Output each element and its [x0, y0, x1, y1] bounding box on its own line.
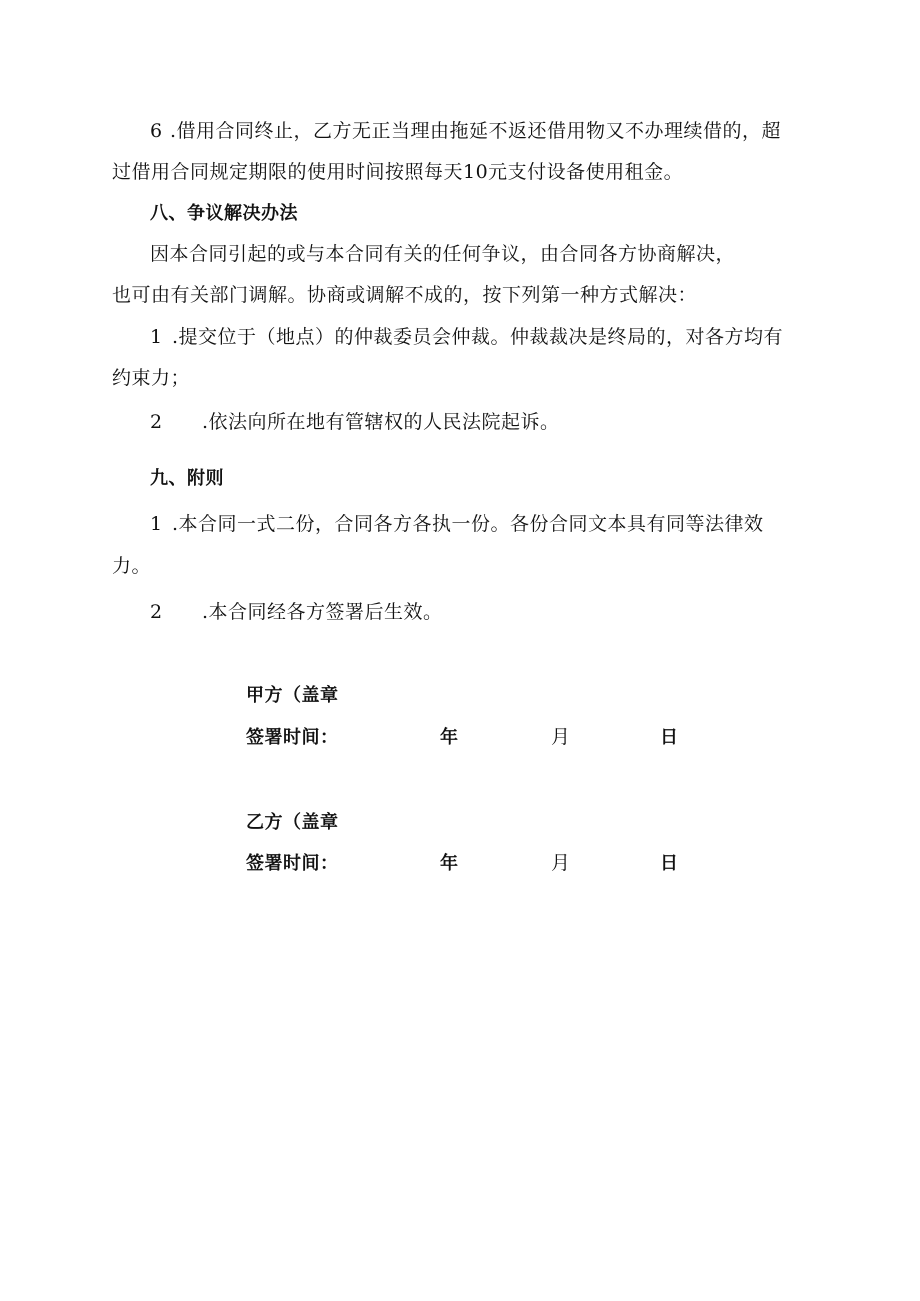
party-b-day: 日: [660, 853, 679, 874]
party-b-month: 月: [551, 852, 571, 874]
clause6-line1: [150, 119, 781, 143]
clause6-text-1: .借用合同终止，乙方无正当理由拖延不返还借用物又不办理续借的，超: [170, 120, 782, 142]
section9-item1-text-1: .本合同一式二份，合同各方各执一份。各份合同文本具有同等法律效: [172, 513, 764, 535]
section8-item1-text-1: .提交位于（地点）的仲裁委员会仲裁。仲裁裁决是终局的，对各方均有: [172, 326, 784, 348]
party-a-time-label: 签署时间：: [246, 727, 339, 748]
party-b-year: 年: [440, 853, 459, 874]
section8-para-line1: 因本合同引起的或与本合同有关的任何争议，由合同各方协商解决，: [150, 243, 736, 265]
party-b-time-label: 签署时间：: [246, 853, 339, 874]
party-a-year: 年: [440, 727, 459, 748]
section8-item2-text: .依法向所在地有管辖权的人民法院起诉。: [202, 411, 560, 433]
party-a-label: 甲方（盖章: [246, 685, 339, 706]
section9-item1-line1: [150, 512, 764, 536]
section8-heading: 八、争议解决办法: [150, 203, 298, 224]
section9-item1-number: 1: [150, 513, 163, 535]
section8-para-line2: 也可由有关部门调解。协商或调解不成的，按下列第一种方式解决：: [112, 284, 698, 306]
section9-item2: [150, 600, 443, 624]
section8-item2-number: 2: [150, 411, 163, 433]
party-a-month: 月: [551, 726, 571, 748]
section9-item2-number: 2: [150, 601, 163, 623]
section9-heading: 九、附则: [150, 468, 224, 489]
clause6-line2: 过借用合同规定期限的使用时间按照每天10元支付设备使用租金。: [112, 161, 684, 183]
section9-item2-text: .本合同经各方签署后生效。: [202, 601, 443, 623]
section8-item1-line2: 约束力；: [112, 367, 191, 389]
section8-item1-line1: [150, 325, 783, 349]
party-a-day: 日: [660, 727, 679, 748]
section8-item1-number: 1: [150, 326, 163, 348]
party-b-label: 乙方（盖章: [246, 812, 339, 833]
section9-item1-line2: 力。: [112, 555, 152, 577]
section8-item2: [150, 410, 560, 434]
clause6-number: 6: [150, 120, 163, 142]
